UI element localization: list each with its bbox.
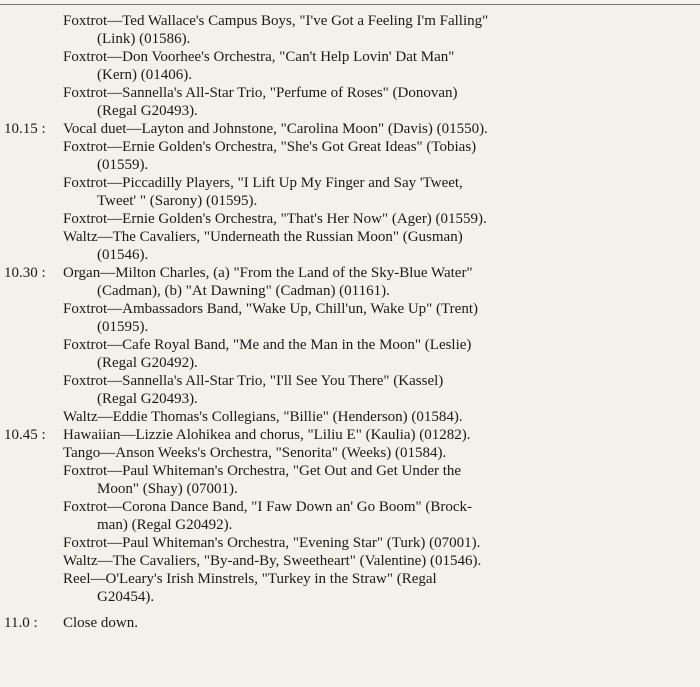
- entry-line: Tango—Anson Weeks's Orchestra, "Senorita" (Weeks) (01584).: [63, 445, 447, 461]
- programme-entry: [63, 48, 697, 84]
- programme-entry: [63, 138, 697, 174]
- entry-line: Foxtrot—Ted Wallace's Campus Boys, "I've Got a Feeling I'm Falling": [63, 13, 489, 29]
- entry-line: Organ—Milton Charles, (a) "From the Land of the Sky-Blue Water": [63, 265, 473, 281]
- entry-line: Waltz—The Cavaliers, "Underneath the Russian Moon" (Gusman): [63, 229, 463, 245]
- entry-line: Waltz—Eddie Thomas's Collegians, "Billie" (Henderson) (01584).: [63, 409, 463, 425]
- entry-continuation: (Cadman), (b) "At Dawning" (Cadman) (01161).: [97, 283, 390, 299]
- entry-continuation: (Link) (01586).: [97, 31, 191, 47]
- entry-continuation: Moon" (Shay) (07001).: [97, 481, 238, 497]
- entry-line: Foxtrot—Cafe Royal Band, "Me and the Man in the Moon" (Leslie): [63, 337, 472, 353]
- programme-entry: [63, 570, 697, 606]
- programme-entry: [63, 300, 697, 336]
- entry-continuation: (Regal G20493).: [97, 103, 198, 119]
- entry-continuation: man) (Regal G20492).: [97, 517, 233, 533]
- entry-line: Foxtrot—Ambassadors Band, "Wake Up, Chill'un, Wake Up" (Trent): [63, 301, 478, 317]
- programme-entry: [63, 264, 697, 300]
- entry-line: Foxtrot—Ernie Golden's Orchestra, "That's Her Now" (Ager) (01559).: [63, 211, 487, 227]
- entry-continuation: (Regal G20493).: [97, 391, 198, 407]
- entry-continuation: (Regal G20492).: [97, 355, 198, 371]
- entry-continuation: (01595).: [97, 319, 149, 335]
- programme-entry: [63, 426, 697, 444]
- entry-line: Foxtrot—Sannella's All-Star Trio, "Perfume of Roses" (Donovan): [63, 85, 458, 101]
- entry-line: Foxtrot—Corona Dance Band, "I Faw Down an' Go Boom" (Brock-: [63, 499, 473, 515]
- programme-entry: [63, 614, 697, 632]
- programme-entry: [63, 84, 697, 120]
- entry-line: Hawaiian—Lizzie Alohikea and chorus, "Liliu E" (Kaulia) (01282).: [63, 427, 471, 443]
- entry-continuation: G20454).: [97, 589, 155, 605]
- programme-entry: [63, 210, 697, 228]
- programme-entry: [63, 12, 697, 48]
- entry-line: Vocal duet—Layton and Johnstone, "Carolina Moon" (Davis) (01550).: [63, 121, 488, 137]
- entry-continuation: (01546).: [97, 247, 149, 263]
- programme-entry: [63, 174, 697, 210]
- time-label: 11.0 :: [4, 615, 38, 631]
- entry-continuation: Tweet' " (Sarony) (01595).: [97, 193, 258, 209]
- programme-entry: [63, 444, 697, 462]
- programme-entry: [63, 498, 697, 534]
- entry-line: Foxtrot—Piccadilly Players, "I Lift Up My Finger and Say 'Tweet,: [63, 175, 463, 191]
- programme-entry: [63, 372, 697, 408]
- top-rule: [0, 4, 700, 5]
- programme-entry: [63, 552, 697, 570]
- programme-entry: [63, 462, 697, 498]
- entry-line: Reel—O'Leary's Irish Minstrels, "Turkey in the Straw" (Regal: [63, 571, 437, 587]
- entry-continuation: (Kern) (01406).: [97, 67, 192, 83]
- time-label: 10.30 :: [4, 265, 46, 281]
- entry-line: Foxtrot—Ernie Golden's Orchestra, "She's Got Great Ideas" (Tobias): [63, 139, 477, 155]
- entry-line: Close down.: [63, 615, 138, 631]
- entry-line: Foxtrot—Sannella's All-Star Trio, "I'll See You There" (Kassel): [63, 373, 444, 389]
- entry-line: Foxtrot—Don Voorhee's Orchestra, "Can't Help Lovin' Dat Man": [63, 49, 455, 65]
- time-label: 10.45 :: [4, 427, 46, 443]
- programme-entry: [63, 534, 697, 552]
- programme-entry: [63, 120, 697, 138]
- programme-entry: [63, 408, 697, 426]
- entry-line: Foxtrot—Paul Whiteman's Orchestra, "Get Out and Get Under the: [63, 463, 462, 479]
- time-label: 10.15 :: [4, 121, 46, 137]
- programme-entry: [63, 336, 697, 372]
- entry-line: Waltz—The Cavaliers, "By-and-By, Sweetheart" (Valentine) (01546).: [63, 553, 482, 569]
- programme-entry: [63, 228, 697, 264]
- entry-line: Foxtrot—Paul Whiteman's Orchestra, "Evening Star" (Turk) (07001).: [63, 535, 481, 551]
- entry-continuation: (01559).: [97, 157, 149, 173]
